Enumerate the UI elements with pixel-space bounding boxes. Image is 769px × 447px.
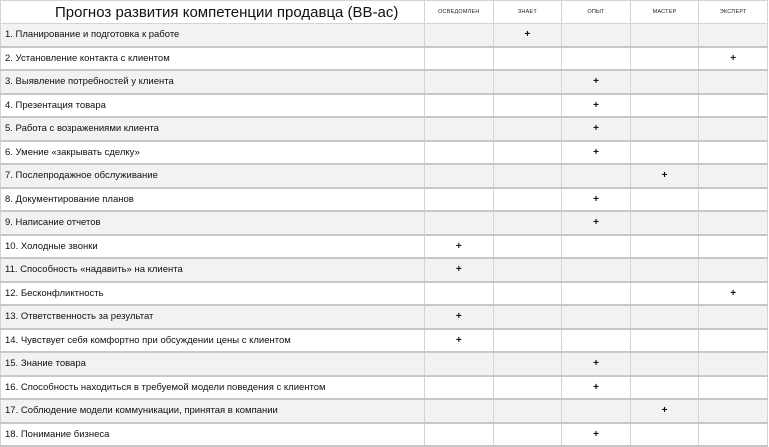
level-cell — [493, 117, 562, 141]
competency-label: 12. Бесконфликтность — [1, 282, 425, 306]
level-cell — [493, 282, 562, 306]
competency-label: 1. Планирование и подготовка к работе — [1, 24, 425, 47]
level-cell — [699, 258, 768, 282]
table-row — [1, 70, 768, 94]
level-mark: + — [425, 258, 494, 282]
level-cell — [493, 211, 562, 235]
level-cell — [699, 24, 768, 47]
level-mark: + — [562, 94, 631, 118]
level-mark: + — [425, 305, 494, 329]
level-cell — [425, 47, 494, 71]
level-cell — [699, 164, 768, 188]
table-row — [1, 399, 768, 423]
level-cell — [493, 329, 562, 353]
level-cell — [562, 258, 631, 282]
competency-label: 2. Установление контакта с клиентом — [1, 47, 425, 71]
table-row — [1, 258, 768, 282]
level-cell — [630, 141, 699, 165]
table-row — [1, 47, 768, 71]
level-cell — [562, 235, 631, 259]
competency-label: 15. Знание товара — [1, 352, 425, 376]
level-cell — [493, 399, 562, 423]
level-cell — [562, 282, 631, 306]
level-cell — [493, 258, 562, 282]
level-cell — [493, 423, 562, 447]
header-row — [1, 1, 768, 24]
level-cell — [425, 164, 494, 188]
level-cell — [562, 24, 631, 47]
competency-label: 11. Способность «надавить» на клиента — [1, 258, 425, 282]
level-cell — [425, 94, 494, 118]
table-row — [1, 329, 768, 353]
level-cell — [425, 70, 494, 94]
level-cell — [699, 329, 768, 353]
level-cell — [425, 117, 494, 141]
level-cell — [699, 423, 768, 447]
level-mark: + — [630, 399, 699, 423]
level-cell — [493, 141, 562, 165]
level-mark: + — [493, 24, 562, 47]
competency-label: 16. Способность находиться в требуемой модели поведения с клиентом — [1, 376, 425, 400]
competency-label: 6. Умение «закрывать сделку» — [1, 141, 425, 165]
competency-label: 18. Понимание бизнеса — [1, 423, 425, 447]
level-cell — [630, 211, 699, 235]
level-cell — [425, 188, 494, 212]
level-cell — [630, 188, 699, 212]
level-mark: + — [425, 235, 494, 259]
level-cell — [699, 399, 768, 423]
level-cell — [630, 376, 699, 400]
level-cell — [562, 164, 631, 188]
level-cell — [630, 305, 699, 329]
level-cell — [630, 24, 699, 47]
table-row — [1, 305, 768, 329]
level-cell — [630, 423, 699, 447]
level-cell — [699, 352, 768, 376]
level-cell — [493, 164, 562, 188]
level-mark: + — [699, 282, 768, 306]
level-cell — [562, 329, 631, 353]
competency-label: 5. Работа с возражениями клиента — [1, 117, 425, 141]
level-header-expert: ЭКСПЕРТ — [699, 1, 768, 24]
competency-label: 9. Написание отчетов — [1, 211, 425, 235]
level-cell — [699, 376, 768, 400]
level-cell — [630, 352, 699, 376]
level-cell — [425, 24, 494, 47]
level-header-knows: ЗНАЕТ — [493, 1, 562, 24]
level-cell — [699, 235, 768, 259]
level-header-master: МАСТЕР — [630, 1, 699, 24]
table-row — [1, 211, 768, 235]
table-row — [1, 423, 768, 447]
level-cell — [493, 235, 562, 259]
table-row — [1, 352, 768, 376]
competency-label: 3. Выявление потребностей у клиента — [1, 70, 425, 94]
level-header-aware: ОСВЕДОМЛЕН — [425, 1, 494, 24]
competency-rows — [1, 24, 768, 447]
level-cell — [425, 376, 494, 400]
level-cell — [425, 423, 494, 447]
level-mark: + — [562, 141, 631, 165]
level-mark: + — [562, 188, 631, 212]
level-mark: + — [562, 376, 631, 400]
level-cell — [493, 70, 562, 94]
table-row — [1, 376, 768, 400]
level-mark: + — [425, 329, 494, 353]
table-row — [1, 24, 768, 47]
table-row — [1, 188, 768, 212]
level-cell — [562, 47, 631, 71]
level-mark: + — [630, 164, 699, 188]
competency-label: 10. Холодные звонки — [1, 235, 425, 259]
level-cell — [562, 305, 631, 329]
level-cell — [630, 47, 699, 71]
level-mark: + — [562, 211, 631, 235]
level-cell — [493, 47, 562, 71]
level-cell — [493, 94, 562, 118]
table-row — [1, 117, 768, 141]
level-cell — [425, 282, 494, 306]
table-row — [1, 141, 768, 165]
level-cell — [493, 305, 562, 329]
level-cell — [699, 188, 768, 212]
competency-label: 7. Послепродажное обслуживание — [1, 164, 425, 188]
level-cell — [630, 258, 699, 282]
competency-label: 17. Соблюдение модели коммуникации, принятая в компании — [1, 399, 425, 423]
level-cell — [493, 352, 562, 376]
level-cell — [630, 329, 699, 353]
level-mark: + — [562, 117, 631, 141]
level-cell — [425, 399, 494, 423]
level-cell — [699, 211, 768, 235]
level-cell — [630, 117, 699, 141]
level-mark: + — [562, 70, 631, 94]
level-cell — [425, 352, 494, 376]
level-cell — [493, 376, 562, 400]
level-cell — [699, 305, 768, 329]
level-mark: + — [562, 423, 631, 447]
level-cell — [630, 235, 699, 259]
level-mark: + — [562, 352, 631, 376]
table-row — [1, 94, 768, 118]
level-cell — [493, 188, 562, 212]
page-title: Прогноз развития компетенции продавца (ВВ-ас) — [1, 1, 425, 24]
level-mark: + — [699, 47, 768, 71]
table-row — [1, 235, 768, 259]
level-header-experience: ОПЫТ — [562, 1, 631, 24]
level-cell — [699, 141, 768, 165]
level-cell — [562, 399, 631, 423]
level-cell — [699, 117, 768, 141]
level-cell — [630, 94, 699, 118]
competency-label: 4. Презентация товара — [1, 94, 425, 118]
competency-label: 8. Документирование планов — [1, 188, 425, 212]
level-cell — [425, 211, 494, 235]
competency-label: 13. Ответственность за результат — [1, 305, 425, 329]
table-row — [1, 164, 768, 188]
level-cell — [425, 141, 494, 165]
table-row — [1, 282, 768, 306]
level-cell — [630, 70, 699, 94]
level-cell — [630, 282, 699, 306]
level-cell — [699, 70, 768, 94]
competency-label: 14. Чувствует себя комфортно при обсуждении цены с клиентом — [1, 329, 425, 353]
level-cell — [699, 94, 768, 118]
